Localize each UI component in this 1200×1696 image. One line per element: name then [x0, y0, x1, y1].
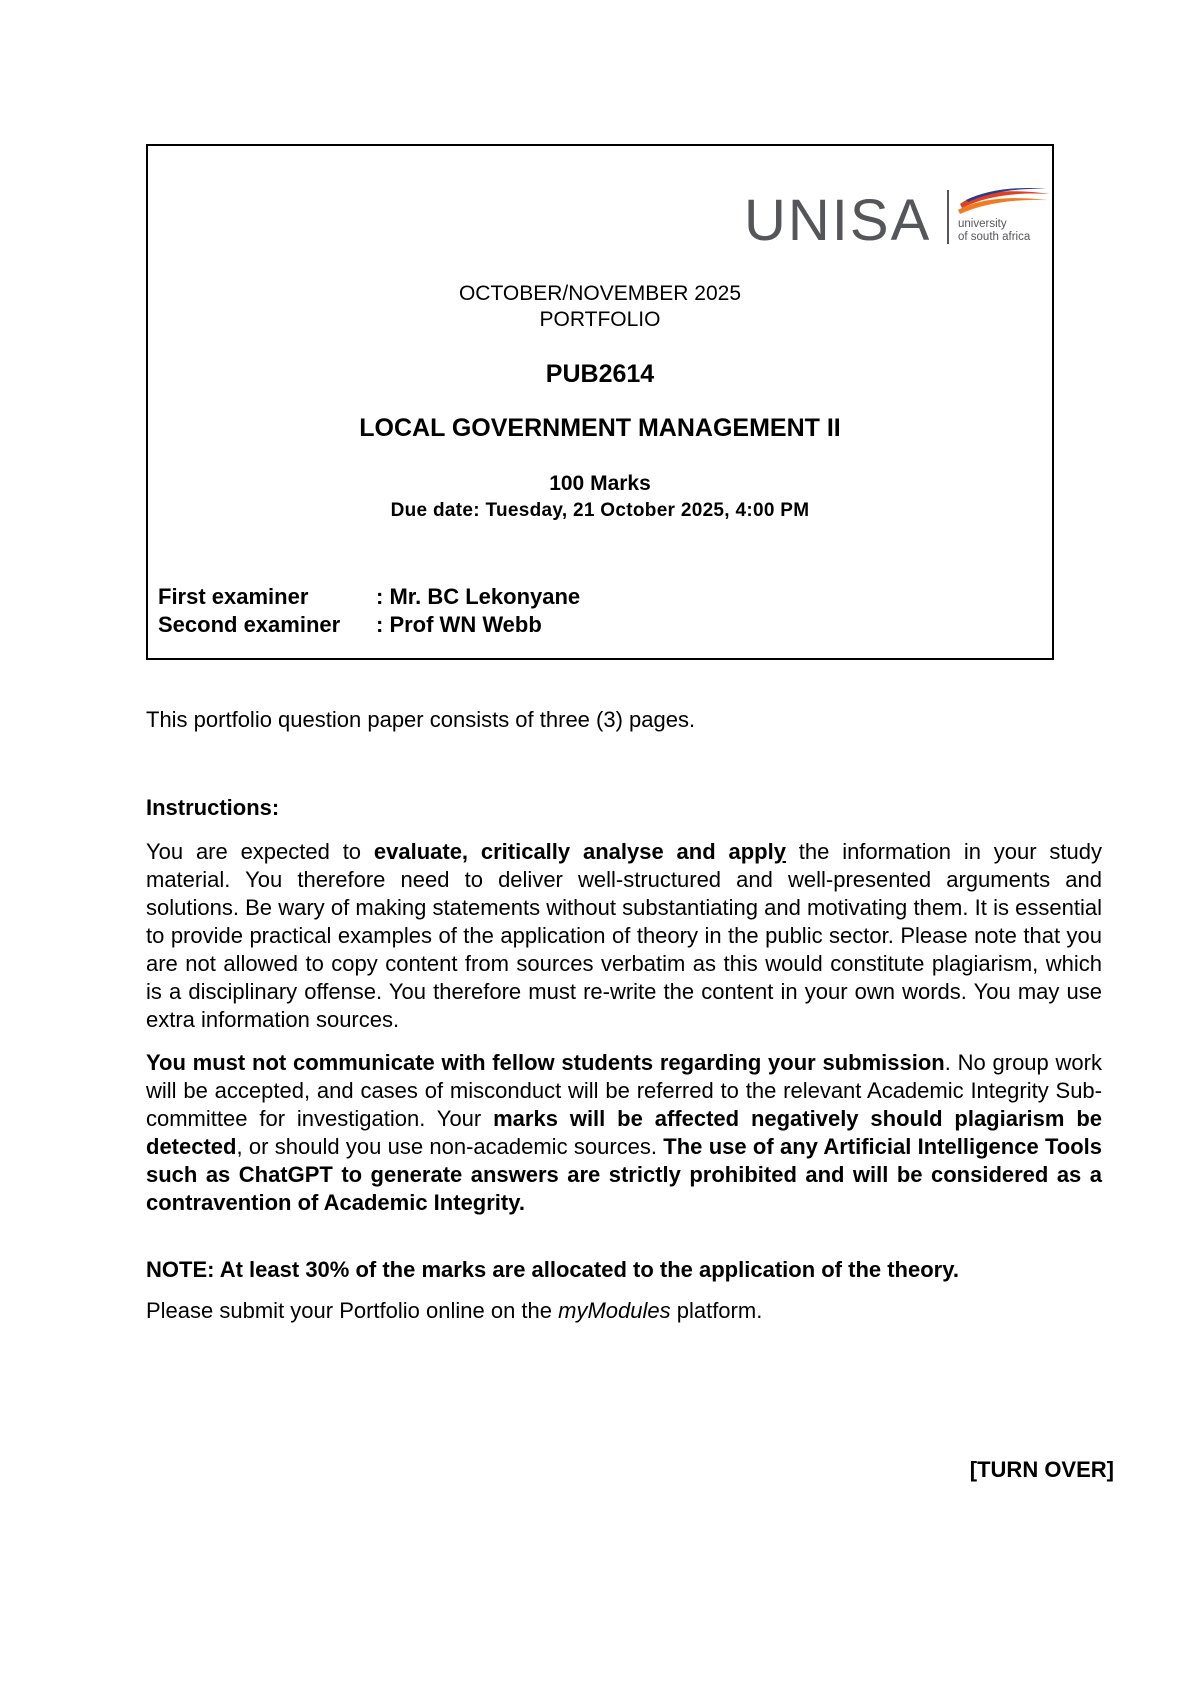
submission-paragraph — [146, 1297, 1102, 1325]
p2-bold-a: You must not communicate with fellow students regarding your submission — [146, 1050, 945, 1075]
first-examiner-label: First examiner — [158, 584, 309, 609]
note-paragraph: NOTE: At least 30% of the marks are allocated to the application of the theory. — [146, 1257, 959, 1282]
first-examiner-row — [158, 584, 580, 610]
exam-session: OCTOBER/NOVEMBER 2025 — [458, 282, 742, 305]
turn-over-label: [TURN OVER] — [969, 1457, 1114, 1482]
p2-bold-c: marks will be affected negatively should plagiarism be detected — [146, 1106, 1102, 1159]
module-code: PUB2614 — [545, 360, 655, 388]
p2-text-d: , or should you use non-academic sources. — [236, 1134, 664, 1159]
logo-divider — [947, 190, 949, 244]
logo-wordmark: UNISA — [744, 188, 932, 253]
logo-sub-line1: university — [958, 218, 1007, 230]
assessment-type: PORTFOLIO — [539, 308, 661, 331]
logo-swoosh-icon — [956, 186, 1052, 216]
logo-subtitle — [958, 218, 1030, 244]
second-examiner-row — [158, 612, 542, 638]
due-date: Due date: Tuesday, 21 October 2025, 4:00 PM — [390, 500, 810, 521]
total-marks: 100 Marks — [549, 472, 651, 495]
first-examiner-value: : Mr. BC Lekonyane — [376, 584, 581, 609]
p2-bold-e: The use of any Artificial Intelligence Tools such as ChatGPT to generate answers are strictly prohibited and will be considered as a contravention of Academic Integrity. — [146, 1134, 1103, 1215]
instructions-paragraph-1 — [146, 838, 1102, 1034]
p2-text-b: . No group work will be accepted, and cases of misconduct will be referred to the relevant Academic Integrity Sub-committee for investigation. Your — [146, 1050, 1102, 1131]
p1-text-a: You are expected to — [146, 839, 374, 864]
p4-platform: myModules — [558, 1298, 671, 1323]
p1-text-d: the information in your study material. You therefore need to deliver well-structured and well-presented arguments and solutions. Be wary of making statements without substantiating and motivating them. It is essential to provide practical examples of the application of theory in the public sector. Please note that you are not allowed to copy content from sources verbatim as this would constitute plagiarism, which is a disciplinary offense. You therefore must re-write the content in your own words. You may use extra information sources. — [146, 839, 1102, 1032]
p1-bold: evaluate, critically analyse and appl — [373, 839, 774, 864]
p1-underline: y — [773, 839, 786, 864]
second-examiner-value: : Prof WN Webb — [376, 612, 542, 637]
cover-box — [146, 144, 1054, 660]
instructions-heading: Instructions: — [146, 795, 280, 820]
p4-text-c: platform. — [670, 1298, 763, 1323]
logo-sub-line2: of south africa — [958, 231, 1031, 243]
p4-text-a: Please submit your Portfolio online on the — [146, 1298, 559, 1323]
unisa-logo — [744, 186, 1044, 256]
module-title: LOCAL GOVERNMENT MANAGEMENT II — [359, 414, 841, 442]
instructions-paragraph-2 — [146, 1049, 1102, 1217]
second-examiner-label: Second examiner — [158, 612, 341, 637]
page-count-note: This portfolio question paper consists of three (3) pages. — [146, 707, 696, 732]
